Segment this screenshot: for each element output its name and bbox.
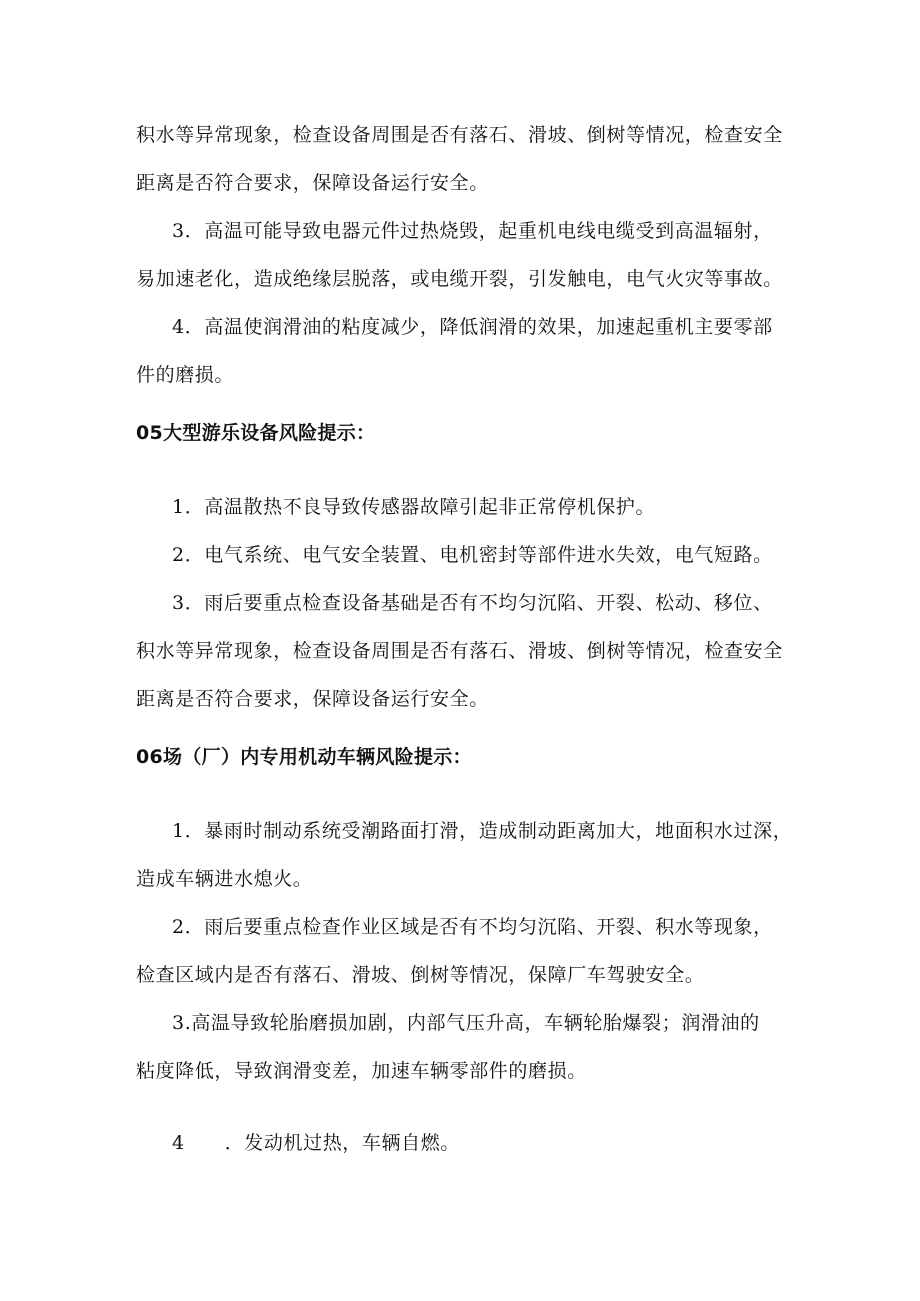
list-item-vehicle-1: 1．暴雨时制动系统受潮路面打滑，造成制动距离加大，地面积水过深， [172,820,793,842]
paragraph-line: 易加速老化，造成绝缘层脱落，或电缆开裂，引发触电，电气火灾等事故。 [136,268,783,290]
list-item-vehicle-3: 3.高温导致轮胎磨损加剧，内部气压升高，车辆轮胎爆裂；润滑油的 [172,1012,760,1034]
paragraph-line: 积水等异常现象，检查设备周围是否有落石、滑坡、倒树等情况，检查安全 [136,124,783,146]
list-item-vehicle-2: 2．雨后要重点检查作业区域是否有不均匀沉陷、开裂、积水等现象， [172,916,773,938]
section-heading-06: 06场（厂）内专用机动车辆风险提示： [136,746,472,768]
list-number: 4 [172,1132,185,1154]
list-item-crane-4: 4．高温使润滑油的粘度减少，降低润滑的效果，加速起重机主要零部 [172,316,773,338]
list-item-ride-1: 1．高温散热不良导致传感器故障引起非正常停机保护。 [172,496,656,518]
list-item-ride-2: 2．电气系统、电气安全装置、电机密封等部件进水失效，电气短路。 [172,544,773,566]
list-item-text: ．发动机过热，车辆自燃。 [224,1132,460,1154]
list-item-crane-3: 3．高温可能导致电器元件过热烧毁，起重机电线电缆受到高温辐射， [172,220,773,242]
paragraph-line: 距离是否符合要求，保障设备运行安全。 [136,688,489,710]
paragraph-line: 检查区域内是否有落石、滑坡、倒树等情况，保障厂车驾驶安全。 [136,964,705,986]
list-item-ride-3: 3．雨后要重点检查设备基础是否有不均匀沉陷、开裂、松动、移位、 [172,592,773,614]
section-heading-05: 05大型游乐设备风险提示： [136,422,376,444]
paragraph-line: 积水等异常现象，检查设备周围是否有落石、滑坡、倒树等情况，检查安全 [136,640,783,662]
paragraph-line: 件的磨损。 [136,364,235,386]
paragraph-line: 距离是否符合要求，保障设备运行安全。 [136,172,489,194]
paragraph-line: 粘度降低，导致润滑变差，加速车辆零部件的磨损。 [136,1060,587,1082]
paragraph-line: 造成车辆进水熄火。 [136,868,313,890]
list-item-vehicle-4 [172,1130,460,1156]
